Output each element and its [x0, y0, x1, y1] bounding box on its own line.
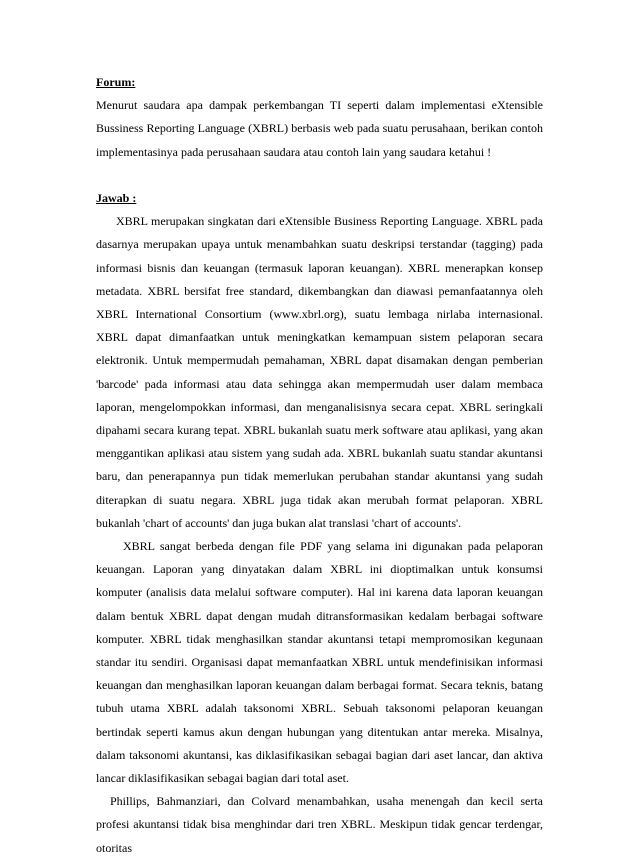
answer-paragraph-3: Phillips, Bahmanziari, dan Colvard menambahkan, usaha menengah dan kecil serta profesi akuntansi tidak bisa menghindar dari tren XBRL. Meskipun tidak gencar terdengar, otoritas: [96, 794, 543, 855]
forum-question: Menurut saudara apa dampak perkembangan TI seperti dalam implementasi eXtensible Bussiness Reporting Language (XBRL) berbasis web pada suatu perusahaan, berikan contoh implementasinya pada perusahaan saudara atau contoh lain yang saudara ketahui !: [96, 98, 543, 159]
spacer: [96, 164, 543, 187]
document-body: [96, 71, 543, 860]
answer-paragraph-2: XBRL sangat berbeda dengan file PDF yang selama ini digunakan pada pelaporan keuangan. Laporan yang dinyatakan dalam XBRL ini dioptimalkan untuk konsumsi komputer (analisis data melalui software computer). Hal ini karena data laporan keuangan dalam bentuk XBRL dapat dengan mudah ditransformasikan kedalam berbagai software komputer. XBRL tidak menghasilkan standar akuntansi tetapi mempromosikan kegunaan standar itu sendiri. Organisasi dapat memanfaatkan XBRL untuk mendefinisikan informasi keuangan dan menghasilkan laporan keuangan dalam berbagai format. Secara teknis, batang tubuh utama XBRL adalah taksonomi XBRL. Sebuah taksonomi pelaporan keuangan bertindak seperti kamus akun dengan hubungan yang ditentukan antar mereka. Misalnya, dalam taksonomi akuntansi, kas diklasifikasikan sebagai bagian dari aset lancar, dan aktiva lancar diklasifikasikan sebagai bagian dari total aset.: [96, 539, 543, 786]
jawab-heading: Jawab :: [96, 190, 137, 205]
answer-paragraph-1: XBRL merupakan singkatan dari eXtensible Business Reporting Language. XBRL pada dasarnya merupakan upaya untuk menambahkan suatu deskripsi terstandar (tagging) pada informasi bisnis dan keuangan (termasuk laporan keuangan). XBRL menerapkan konsep metadata. XBRL bersifat free standard, dikembangkan dan diawasi pemanfaatannya oleh XBRL International Consortium (www.xbrl.org), suatu lembaga nirlaba internasional. XBRL dapat dimanfaatkan untuk meningkatkan kemampuan sistem pelaporan secara elektronik. Untuk mempermudah pemahaman, XBRL dapat disamakan dengan pemberian 'barcode' pada informasi atau data sehingga akan mempermudah user dalam membaca laporan, mengelompokkan informasi, dan menganalisisnya secara cepat. XBRL seringkali dipahami secara kurang tepat. XBRL bukanlah suatu merk software atau aplikasi, yang akan menggantikan aplikasi atau sistem yang sudah ada. XBRL bukanlah suatu standar akuntansi baru, dan penerapannya pun tidak memerlukan perubahan standar akuntansi yang sudah diterapkan di suatu negara. XBRL juga tidak akan merubah format pelaporan. XBRL bukanlah 'chart of accounts' dan juga bukan alat translasi 'chart of accounts'.: [96, 214, 543, 530]
forum-heading: Forum:: [96, 75, 136, 89]
